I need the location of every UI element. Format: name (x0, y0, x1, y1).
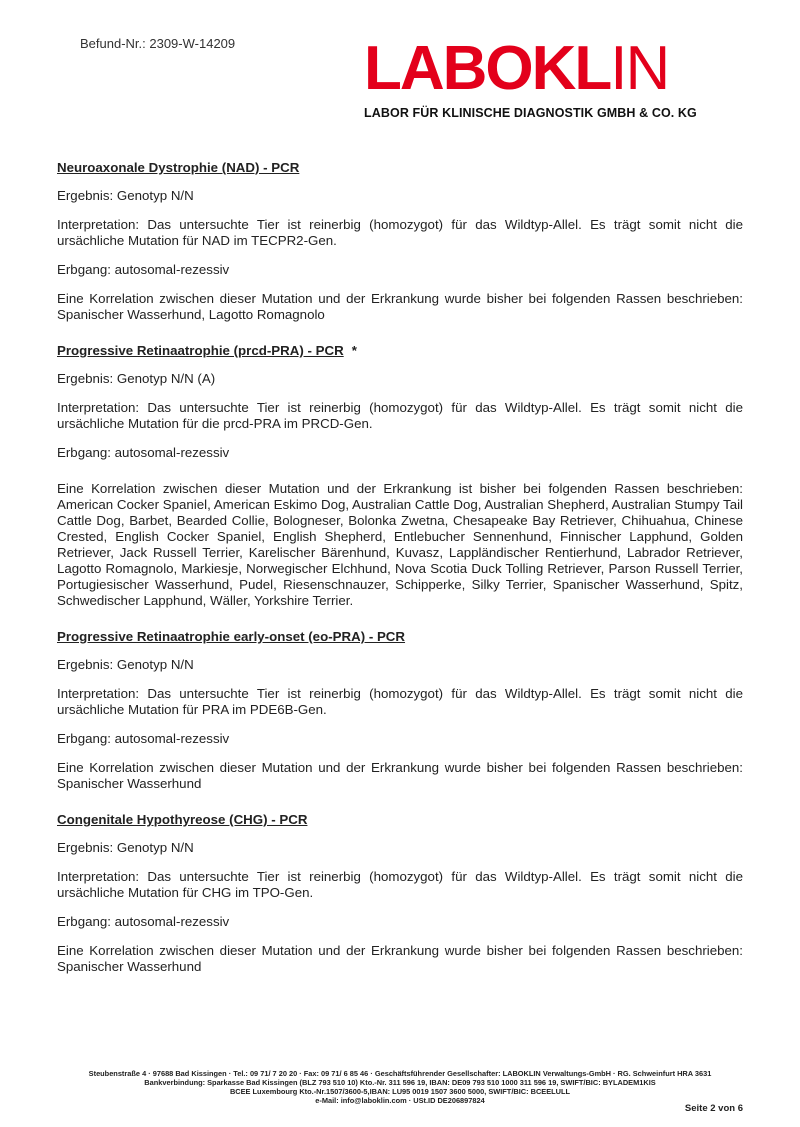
erbgang-text: Erbgang: autosomal-rezessiv (57, 262, 230, 277)
interpretation-text: Interpretation: Das untersuchte Tier ist reinerbig (homozygot) für das Wildtyp-Allel. Es trägt somit nicht die ursächliche Mutation für CHG im TPO-Gen. (57, 869, 743, 900)
korrelation-text: Eine Korrelation zwischen dieser Mutation und der Erkrankung wurde bisher bei folgenden Rassen beschrieben: Spanischer Wasserhund (57, 760, 743, 791)
section-title (57, 812, 743, 828)
erbgang-text: Erbgang: autosomal-rezessiv (57, 731, 230, 746)
section-nad (57, 160, 743, 323)
interpretation-text: Interpretation: Das untersuchte Tier ist reinerbig (homozygot) für das Wildtyp-Allel. Es trägt somit nicht die ursächliche Mutation für PRA im PDE6B-Gen. (57, 686, 743, 717)
footer-bank: Bankverbindung: Sparkasse Bad Kissingen (BLZ 793 510 10) Kto.-Nr. 311 596 19, IBAN: DE09 793 510 1000 311 596 19, SWIFT/BIC: BYLADEM1KIS (144, 1078, 656, 1087)
section-prcd-pra (57, 343, 743, 609)
ergebnis-text: Ergebnis: Genotyp N/N (57, 657, 194, 672)
ergebnis-text: Ergebnis: Genotyp N/N (A) (57, 371, 216, 386)
korrelation-text: Eine Korrelation zwischen dieser Mutation und der Erkrankung wurde bisher bei folgenden Rassen beschrieben: Spanischer Wasserhund, Lagotto Romagnolo (57, 291, 743, 322)
interpretation-text: Interpretation: Das untersuchte Tier ist reinerbig (homozygot) für das Wildtyp-Allel. Es trägt somit nicht die ursächliche Mutation für NAD im TECPR2-Gen. (57, 217, 743, 248)
report-content (57, 160, 743, 995)
befund-number: Befund-Nr.: 2309-W-14209 (80, 36, 236, 51)
accreditation-star: * (351, 343, 357, 358)
erbgang-text: Erbgang: autosomal-rezessiv (57, 445, 230, 460)
laboklin-logo (364, 34, 754, 122)
interpretation-text: Interpretation: Das untersuchte Tier ist reinerbig (homozygot) für das Wildtyp-Allel. Es trägt somit nicht die ursächliche Mutation für die prcd-PRA im PRCD-Gen. (57, 400, 743, 431)
section-title (57, 629, 743, 645)
section-title-text: Progressive Retinaatrophie (prcd-PRA) - PCR (57, 343, 344, 358)
section-title-text: Neuroaxonale Dystrophie (NAD) - PCR (57, 160, 300, 175)
section-title-text: Congenitale Hypothyreose (CHG) - PCR (57, 812, 308, 827)
section-eo-pra (57, 629, 743, 792)
footer-address: Steubenstraße 4 · 97688 Bad Kissingen · Tel.: 09 71/ 7 20 20 · Fax: 09 71/ 6 85 46 · Geschäftsführender Gesellschafter: LABOKLIN Verwaltungs-GmbH · RG. Schweinfurt HRA 3631 (88, 1069, 712, 1078)
logo-bold-part: LABOKL (364, 34, 611, 103)
ergebnis-text: Ergebnis: Genotyp N/N (57, 840, 194, 855)
section-title-text: Progressive Retinaatrophie early-onset (eo-PRA) - PCR (57, 629, 406, 644)
page-number: Seite 2 von 6 (684, 1103, 743, 1114)
footer (40, 1069, 760, 1105)
erbgang-text: Erbgang: autosomal-rezessiv (57, 914, 230, 929)
logo-thin-part: IN (610, 34, 669, 103)
section-title (57, 160, 743, 176)
logo-wordmark (364, 34, 669, 103)
section-title (57, 343, 743, 359)
section-chg (57, 812, 743, 975)
korrelation-text: Eine Korrelation zwischen dieser Mutation und der Erkrankung ist bisher bei folgenden Rassen beschrieben: American Cocker Spaniel, American Eskimo Dog, Australian Cattle Dog, Australian Shepherd, Australian Stumpy Tail Cattle Dog, Barbet, Bearded Collie, Bologneser, Bolonka Zwetna, Chesapeake Bay Retriever, Chihuahua, Chinese Crested, English Cocker Spaniel, English Shepherd, Entlebucher Sennenhund, Finnischer Lapphund, Golden Retriever, Jack Russell Terrier, Karelischer Bärenhund, Kuvasz, Lappländischer Rentierhund, Labrador Retriever, Lagotto Romagnolo, Markiesje, Norwegischer Elchhund, Nova Scotia Duck Tolling Retriever, Parson Russell Terrier, Portugiesischer Wasserhund, Pudel, Riesenschnauzer, Schipperke, Silky Terrier, Spanischer Wasserhund, Spitz, Schwedischer Lapphund, Wäller, Yorkshire Terrier. (57, 481, 743, 608)
logo-subtitle: LABOR FÜR KLINISCHE DIAGNOSTIK GMBH & CO. KG (364, 106, 697, 120)
korrelation-text: Eine Korrelation zwischen dieser Mutation und der Erkrankung wurde bisher bei folgenden Rassen beschrieben: Spanischer Wasserhund (57, 943, 743, 974)
footer-email: e-Mail: info@laboklin.com · USt.ID DE206897824 (315, 1096, 485, 1105)
footer-bank-lux: BCEE Luxembourg Kto.-Nr.1507/3600-5,IBAN: LU95 0019 1507 3600 5000, SWIFT/BIC: BCEELULL (229, 1087, 571, 1096)
ergebnis-text: Ergebnis: Genotyp N/N (57, 188, 194, 203)
